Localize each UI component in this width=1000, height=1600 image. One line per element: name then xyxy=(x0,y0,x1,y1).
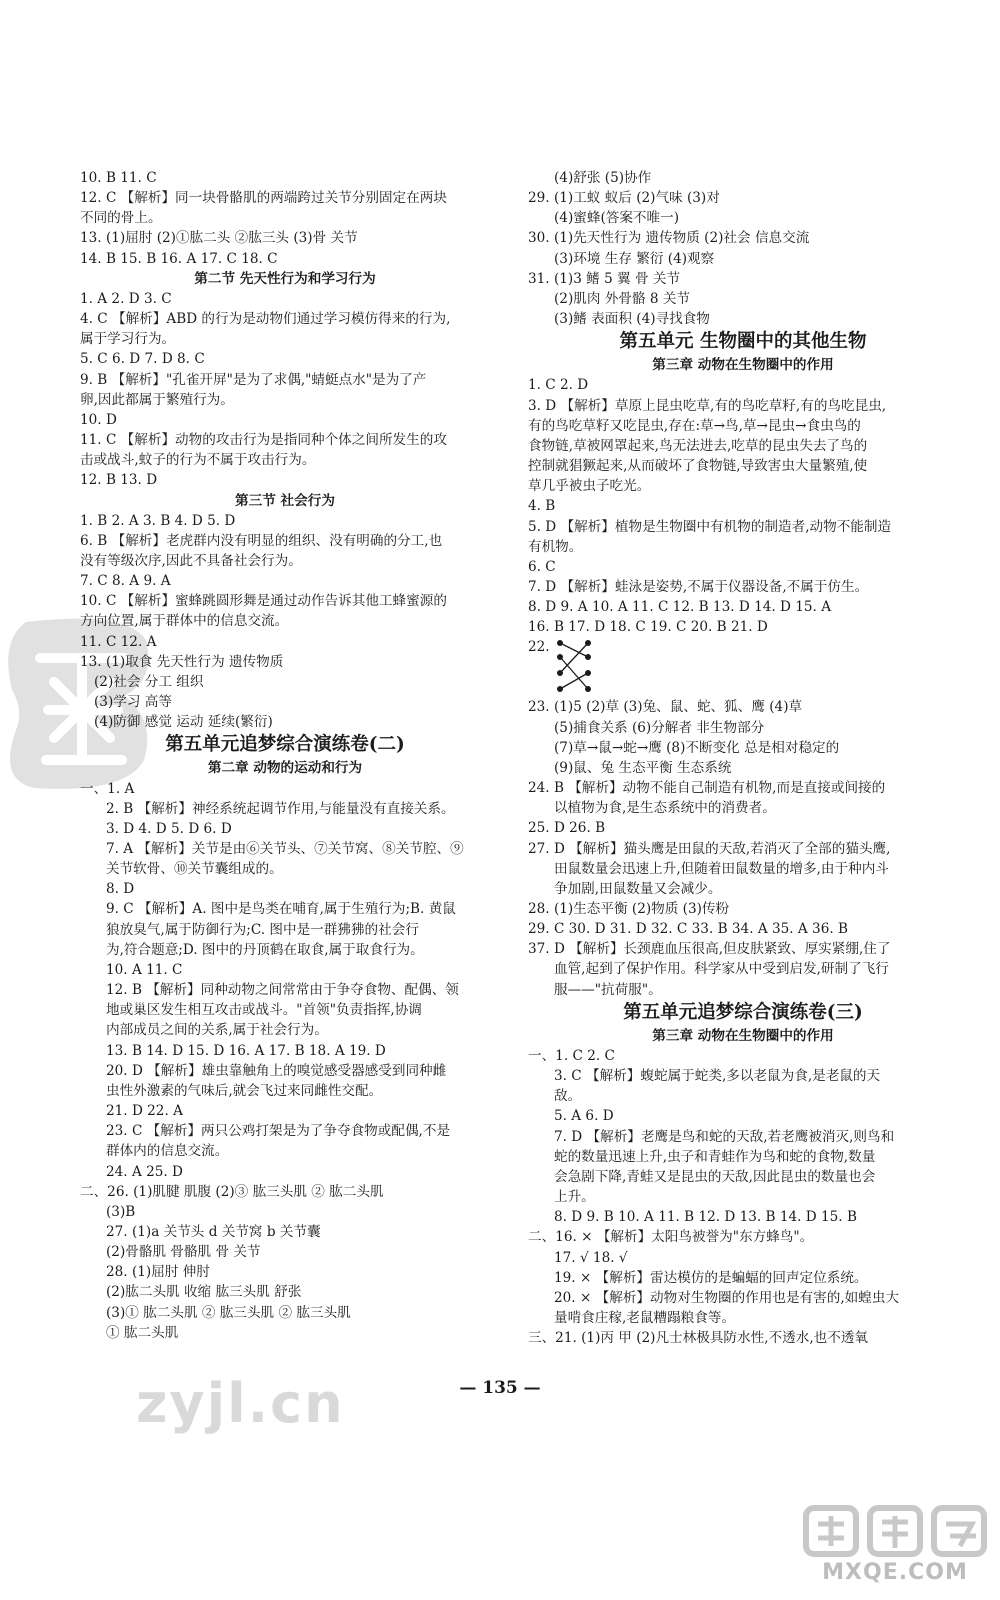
answer-line: 9. C 【解析】A. 图中是鸟类在哺育,属于生殖行为;B. 黄鼠 xyxy=(106,901,456,918)
answer-line: 7. A 【解析】关节是由⑥关节头、⑦关节窝、⑧关节腔、⑨ xyxy=(106,841,464,857)
answer-line: 24. A 25. D xyxy=(106,1163,183,1180)
answer-line: 8. D xyxy=(106,881,135,898)
answer-line: 2. B 【解析】神经系统起调节作用,与能量没有直接关系。 xyxy=(106,800,455,817)
answer-line: 二、26. (1)肌腱 肌腹 (2)③ 肱三头肌 ② 肱二头肌 xyxy=(80,1183,384,1200)
answer-line: 争加剧,田鼠数量又会减少。 xyxy=(554,880,722,897)
left-column xyxy=(80,168,490,1343)
answer-line: 血管,起到了保护作用。科学家从中受到启发,研制了飞行 xyxy=(554,961,889,978)
answer-line: (4)舒张 (5)协作 xyxy=(554,170,652,186)
answer-line: (3)鳍 表面积 (4)寻找食物 xyxy=(554,311,710,328)
answer-line: 虫性外激素的气味后,就会飞过来同雌性交配。 xyxy=(106,1082,383,1099)
answer-line: ① 肱二头肌 xyxy=(106,1324,179,1341)
answer-line: 二、16. × 【解析】太阳鸟被誉为"东方蜂鸟"。 xyxy=(528,1229,814,1246)
answer-line: 12. C 【解析】同一块骨骼肌的两端跨过关节分别固定在两块 xyxy=(80,190,447,207)
answer-line: 11. C 12. A xyxy=(80,633,157,650)
answer-line: 狼放臭气,属于防御行为;C. 图中是一群狒狒的社会行 xyxy=(106,921,419,938)
answer-line: (7)草→鼠→蛇→鹰 (8)不断变化 总是相对稳定的 xyxy=(554,739,840,756)
subsection-title: 第三章 动物在生物圈中的作用 xyxy=(652,1027,834,1044)
answer-line: 敌。 xyxy=(554,1088,582,1105)
answer-line: 31. (1)3 鳍 5 翼 骨 关节 xyxy=(528,270,681,287)
section-title: 第五单元追梦综合演练卷(二) xyxy=(165,734,405,756)
answer-line: 5. A 6. D xyxy=(554,1108,614,1125)
answer-line: 不同的骨上。 xyxy=(80,210,162,227)
subsection-title: 第二章 动物的运动和行为 xyxy=(207,760,363,777)
answer-line: 有机物。 xyxy=(528,538,583,555)
answer-logo-icon xyxy=(800,1500,990,1560)
answer-line: 25. D 26. B xyxy=(528,820,606,837)
matching-diagram xyxy=(528,637,958,697)
answer-line: (4)蜜蜂(答案不唯一) xyxy=(554,210,680,227)
answer-line: 37. D 【解析】长颈鹿血压很高,但皮肤紧致、厚实紧绷,住了 xyxy=(528,941,891,958)
answer-line: 没有等级次序,因此不具备社会行为。 xyxy=(80,552,302,569)
answer-line: (3)B xyxy=(106,1203,136,1220)
answer-line: 10. D xyxy=(80,411,117,428)
answer-line: 3. C 【解析】蝮蛇属于蛇类,多以老鼠为食,是老鼠的天 xyxy=(554,1068,881,1085)
answer-line: 16. B 17. D 18. C 19. C 20. B 21. D xyxy=(528,619,768,636)
right-column xyxy=(528,168,958,1348)
answer-line: 食物链,草被网罩起来,鸟无法进去,吃草的昆虫失去了鸟的 xyxy=(528,437,868,454)
answer-line: 6. B 【解析】老虎群内没有明显的组织、没有明确的分工,也 xyxy=(80,532,443,549)
subsection-title: 第三章 动物在生物圈中的作用 xyxy=(652,357,834,374)
answer-line: 29. (1)工蚁 蚁后 (2)气味 (3)对 xyxy=(528,190,720,207)
answer-line: 草几乎被虫子吃光。 xyxy=(528,478,651,495)
answer-line: 13. (1)屈肘 (2)①肱二头 ②肱三头 (3)骨 关节 xyxy=(80,230,358,247)
answer-line: (3)① 肱二头肌 ② 肱三头肌 ② 肱三头肌 xyxy=(106,1304,351,1321)
answer-line: 控制就猖獗起来,从而破坏了食物链,导致害虫大量繁殖,使 xyxy=(528,458,868,475)
answer-line: 三、21. (1)丙 甲 (2)凡士林极具防水性,不透水,也不透氧 xyxy=(528,1330,869,1347)
watermark-url: zyjl.cn xyxy=(136,1372,345,1435)
answer-line: 会急剧下降,青蛙又是昆虫的天敌,因此昆虫的数量也会 xyxy=(554,1168,876,1185)
answer-line: 服——"抗荷服"。 xyxy=(554,981,662,998)
answer-line: 13. B 14. D 15. D 16. A 17. B 18. A 19. D xyxy=(106,1042,386,1059)
page-number: — 135 — xyxy=(459,1378,541,1398)
answer-line: 1. C 2. D xyxy=(528,377,589,394)
answer-line: 12. B 【解析】同种动物之间常常由于争夺食物、配偶、领 xyxy=(106,982,459,999)
answer-line: (4)防御 感觉 运动 延续(繁衍) xyxy=(94,714,273,731)
answer-line: 3. D 【解析】草原上昆虫吃草,有的鸟吃草籽,有的鸟吃昆虫, xyxy=(528,397,887,414)
answer-line: (3)学习 高等 xyxy=(94,694,172,711)
answer-line: 关节软骨、⑩关节囊组成的。 xyxy=(106,861,283,878)
answer-line: (2)肌肉 外骨骼 8 关节 xyxy=(554,290,691,307)
answer-line: 1. A 2. D 3. C xyxy=(80,290,172,307)
answer-line: 7. D 【解析】蛙泳是姿势,不属于仪器设备,不属于仿生。 xyxy=(528,578,869,595)
answer-line: (5)捕食关系 (6)分解者 非生物部分 xyxy=(554,719,765,736)
answer-line: (3)环境 生存 繁衍 (4)观察 xyxy=(554,250,715,267)
answer-line: 蛇的数量迅速上升,虫子和青蛙作为鸟和蛇的食物,数量 xyxy=(554,1148,876,1165)
answer-line: 击或战斗,蚊子的行为不属于攻击行为。 xyxy=(80,452,316,469)
answer-line: 4. B xyxy=(528,498,556,515)
answer-line: 有的鸟吃草籽又吃昆虫,存在:草→鸟,草→昆虫→食虫鸟的 xyxy=(528,417,861,434)
answer-line: 属于学习行为。 xyxy=(80,331,176,348)
answer-line: 1. B 2. A 3. B 4. D 5. D xyxy=(80,512,236,529)
answer-line: 10. B 11. C xyxy=(80,170,157,186)
answer-line: 上升。 xyxy=(554,1189,595,1206)
answer-line: 17. √ 18. √ xyxy=(554,1249,628,1266)
question-number: 22. xyxy=(528,639,550,656)
answer-line: 地或巢区发生相互攻击或战斗。"首领"负责指挥,协调 xyxy=(106,1002,422,1019)
answer-line: 一、1. A xyxy=(80,780,135,797)
answer-line: 8. D 9. B 10. A 11. B 12. D 13. B 14. D 15. B xyxy=(554,1209,857,1226)
answer-line: 24. B 【解析】动物不能自己制造有机物,而是直接或间接的 xyxy=(528,780,886,797)
subsection-title: 第二节 先天性行为和学习行为 xyxy=(194,270,376,287)
answer-line: (2)社会 分工 组织 xyxy=(94,673,204,690)
answer-line: 量啃食庄稼,老鼠糟蹋粮食等。 xyxy=(554,1309,736,1326)
answer-line: 6. C xyxy=(528,558,556,575)
answer-line: 13. (1)取食 先天性行为 遗传物质 xyxy=(80,653,284,670)
answer-line: 12. B 13. D xyxy=(80,472,158,489)
answer-line: 7. D 【解析】老鹰是鸟和蛇的天敌,若老鹰被消灭,则鸟和 xyxy=(554,1128,895,1145)
answer-line: 21. D 22. A xyxy=(106,1103,183,1120)
answer-line: 20. D 【解析】雄虫靠触角上的嗅觉感受器感受到同种雌 xyxy=(106,1062,447,1079)
watermark-logo xyxy=(800,1500,990,1595)
answer-line: 为,符合题意;D. 图中的丹顶鹤在取食,属于取食行为。 xyxy=(106,941,424,958)
answer-line: 7. C 8. A 9. A xyxy=(80,573,171,590)
answer-line: (2)肱二头肌 收缩 肱三头肌 舒张 xyxy=(106,1284,302,1301)
answer-line: 27. (1)a 关节头 d 关节窝 b 关节囊 xyxy=(106,1223,321,1240)
answer-line: 田鼠数量会迅速上升,但随着田鼠数量的增多,由于种内斗 xyxy=(554,860,889,877)
answer-line: 5. C 6. D 7. D 8. C xyxy=(80,351,205,368)
answer-line: 19. × 【解析】雷达模仿的是蝙蝠的回声定位系统。 xyxy=(554,1269,868,1286)
matching-lines-icon xyxy=(554,637,594,695)
answer-line: 卵,因此都属于繁殖行为。 xyxy=(80,391,234,408)
answer-line: 以植物为食,是生态系统中的消费者。 xyxy=(554,800,776,817)
answer-line: 10. A 11. C xyxy=(106,961,183,978)
watermark-logo-text: MXQE.COM xyxy=(822,1560,968,1585)
answer-line: 方向位置,属于群体中的信息交流。 xyxy=(80,613,289,630)
answer-line: 23. C 【解析】两只公鸡打架是为了争夺食物或配偶,不是 xyxy=(106,1123,451,1140)
answer-line: 9. B 【解析】"孔雀开屏"是为了求偶,"蜻蜓点水"是为了产 xyxy=(80,371,427,388)
answer-line: 28. (1)屈肘 伸肘 xyxy=(106,1264,210,1281)
answer-line: 一、1. C 2. C xyxy=(528,1047,615,1064)
subsection-title: 第三节 社会行为 xyxy=(235,492,335,509)
answer-line: 29. C 30. D 31. D 32. C 33. B 34. A 35. A 36. B xyxy=(528,921,848,938)
answer-line: 3. D 4. D 5. D 6. D xyxy=(106,820,232,837)
answer-line: 23. (1)5 (2)草 (3)兔、鼠、蛇、狐、鹰 (4)草 xyxy=(528,699,803,716)
answer-line: (2)骨骼肌 骨骼肌 骨 关节 xyxy=(106,1244,261,1261)
answer-line: 8. D 9. A 10. A 11. C 12. B 13. D 14. D 15. A xyxy=(528,599,832,616)
answer-line: 28. (1)生态平衡 (2)物质 (3)传粉 xyxy=(528,901,730,917)
answer-line: 14. B 15. B 16. A 17. C 18. C xyxy=(80,250,278,267)
answer-line: 30. (1)先天性行为 遗传物质 (2)社会 信息交流 xyxy=(528,230,810,247)
answer-line: 4. C 【解析】ABD 的行为是动物们通过学习模仿得来的行为, xyxy=(80,311,451,328)
answer-line: 5. D 【解析】植物是生物圈中有机物的制造者,动物不能制造 xyxy=(528,518,892,535)
answer-line: 内部成员之间的关系,属于社会行为。 xyxy=(106,1022,328,1039)
answer-line: 11. C 【解析】动物的攻击行为是指同种个体之间所发生的攻 xyxy=(80,432,447,449)
section-title: 第五单元 生物圈中的其他生物 xyxy=(619,331,867,353)
answer-line: 27. D 【解析】猫头鹰是田鼠的天敌,若消灭了全部的猫头鹰, xyxy=(528,840,891,857)
answer-line: 20. × 【解析】动物对生物圈的作用也是有害的,如蝗虫大 xyxy=(554,1289,900,1306)
answer-line: 群体内的信息交流。 xyxy=(106,1143,229,1160)
answer-line: (9)鼠、兔 生态平衡 生态系统 xyxy=(554,759,732,776)
answer-line: 10. C 【解析】蜜蜂跳圆形舞是通过动作告诉其他工蜂蜜源的 xyxy=(80,593,447,610)
section-title: 第五单元追梦综合演练卷(三) xyxy=(623,1001,863,1023)
